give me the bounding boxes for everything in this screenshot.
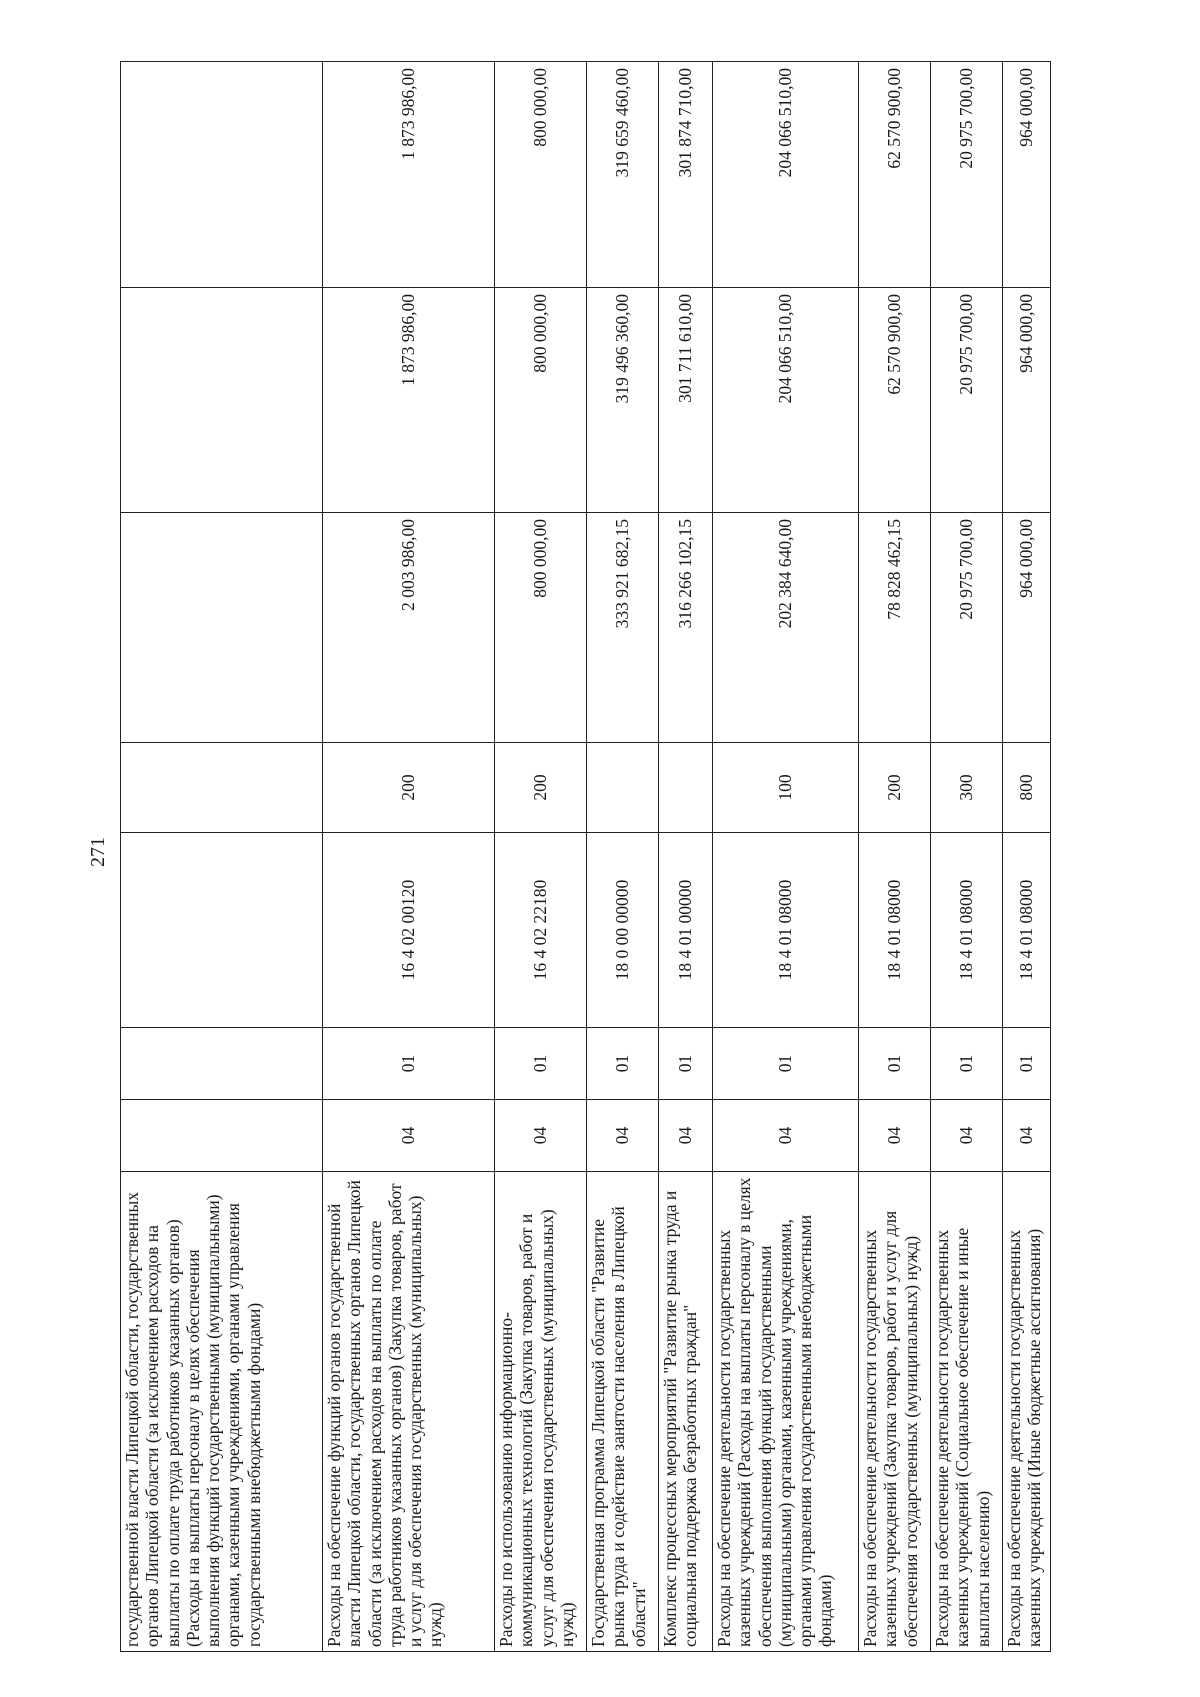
- subsection-code: 01: [859, 1028, 931, 1100]
- amount-year-1: [121, 513, 323, 743]
- budget-table-rotated: [120, 62, 1050, 1652]
- amount-year-3: 319 659 460,00: [587, 62, 659, 288]
- expense-type-code: 100: [713, 743, 859, 833]
- section-code: 04: [587, 1100, 659, 1172]
- page-number: 271: [87, 837, 109, 867]
- amount-year-3: 20 975 700,00: [931, 62, 1003, 288]
- amount-year-2: 964 000,00: [1003, 288, 1051, 513]
- amount-year-2: 62 570 900,00: [859, 288, 931, 513]
- table-row: [1003, 62, 1051, 1652]
- subsection-code: 01: [495, 1028, 587, 1100]
- row-description: Расходы на обеспечение функций органов государственной власти Липецкой области, государственных органов Липецкой области (за исключением расходов на выплаты по оплате труда работников указанных органов) (Закупка товаров, работ и услуг для обеспечения государственных (муниципальных) нужд): [323, 1172, 495, 1652]
- budget-table-container: [120, 62, 1050, 1652]
- section-code: 04: [859, 1100, 931, 1172]
- amount-year-1: 333 921 682,15: [587, 513, 659, 743]
- amount-year-2: 319 496 360,00: [587, 288, 659, 513]
- amount-year-2: [121, 288, 323, 513]
- subsection-code: 01: [659, 1028, 713, 1100]
- section-code: 04: [495, 1100, 587, 1172]
- amount-year-3: 1 873 986,00: [323, 62, 495, 288]
- target-article-code: 16 4 02 22180: [495, 833, 587, 1028]
- target-article-code: 18 4 01 08000: [1003, 833, 1051, 1028]
- row-description: Расходы на обеспечение деятельности государственных казенных учреждений (Социальное обеспечение и иные выплаты населению): [931, 1172, 1003, 1652]
- amount-year-3: 301 874 710,00: [659, 62, 713, 288]
- section-code: 04: [1003, 1100, 1051, 1172]
- table-row: [659, 62, 713, 1652]
- amount-year-2: 1 873 986,00: [323, 288, 495, 513]
- amount-year-2: 204 066 510,00: [713, 288, 859, 513]
- subsection-code: 01: [1003, 1028, 1051, 1100]
- amount-year-3: 204 066 510,00: [713, 62, 859, 288]
- row-description: Расходы по использованию информационно-коммуникационных технологий (Закупка товаров, работ и услуг для обеспечения государственных (муниципальных) нужд): [495, 1172, 587, 1652]
- row-description: государственной власти Липецкой области, государственных органов Липецкой области (за исключением расходов на выплаты по оплате труда работников указанных органов) (Расходы на выплаты персоналу в целях обеспечения выполнения функций государственными (муниципальными) органами, казенными учреждениями, органами управления государственными внебюджетными фондами): [121, 1172, 323, 1652]
- table-row: [121, 62, 323, 1652]
- table-row: [713, 62, 859, 1652]
- section-code: 04: [659, 1100, 713, 1172]
- expense-type-code: [587, 743, 659, 833]
- amount-year-2: 20 975 700,00: [931, 288, 1003, 513]
- subsection-code: 01: [713, 1028, 859, 1100]
- section-code: [121, 1100, 323, 1172]
- amount-year-1: 2 003 986,00: [323, 513, 495, 743]
- section-code: 04: [323, 1100, 495, 1172]
- amount-year-1: 78 828 462,15: [859, 513, 931, 743]
- amount-year-3: 800 000,00: [495, 62, 587, 288]
- budget-table: [120, 61, 1051, 1652]
- subsection-code: 01: [931, 1028, 1003, 1100]
- table-row: [495, 62, 587, 1652]
- target-article-code: 18 4 01 00000: [659, 833, 713, 1028]
- target-article-code: 18 4 01 08000: [931, 833, 1003, 1028]
- target-article-code: [121, 833, 323, 1028]
- amount-year-1: 800 000,00: [495, 513, 587, 743]
- row-description: Расходы на обеспечение деятельности государственных казенных учреждений (Расходы на выплаты персоналу в целях обеспечения выполнения функций государственными (муниципальными) органами, казенными учреждениями, органами управления государственными внебюджетными фондами): [713, 1172, 859, 1652]
- section-code: 04: [713, 1100, 859, 1172]
- expense-type-code: 300: [931, 743, 1003, 833]
- amount-year-1: 20 975 700,00: [931, 513, 1003, 743]
- target-article-code: 18 4 01 08000: [713, 833, 859, 1028]
- table-row: [587, 62, 659, 1652]
- subsection-code: 01: [587, 1028, 659, 1100]
- target-article-code: 18 0 00 00000: [587, 833, 659, 1028]
- target-article-code: 16 4 02 00120: [323, 833, 495, 1028]
- row-description: Комплекс процессных мероприятий "Развитие рынка труда и социальная поддержка безработных граждан": [659, 1172, 713, 1652]
- table-row: [859, 62, 931, 1652]
- expense-type-code: 800: [1003, 743, 1051, 833]
- expense-type-code: [659, 743, 713, 833]
- amount-year-1: 202 384 640,00: [713, 513, 859, 743]
- amount-year-2: 301 711 610,00: [659, 288, 713, 513]
- expense-type-code: 200: [323, 743, 495, 833]
- table-row: [931, 62, 1003, 1652]
- amount-year-3: [121, 62, 323, 288]
- amount-year-3: 62 570 900,00: [859, 62, 931, 288]
- expense-type-code: 200: [495, 743, 587, 833]
- row-description: Расходы на обеспечение деятельности государственных казенных учреждений (Иные бюджетные ассигнования): [1003, 1172, 1051, 1652]
- target-article-code: 18 4 01 08000: [859, 833, 931, 1028]
- subsection-code: [121, 1028, 323, 1100]
- table-row: [323, 62, 495, 1652]
- row-description: Государственная программа Липецкой области "Развитие рынка труда и содействие занятости населения в Липецкой области": [587, 1172, 659, 1652]
- amount-year-2: 800 000,00: [495, 288, 587, 513]
- amount-year-3: 964 000,00: [1003, 62, 1051, 288]
- expense-type-code: [121, 743, 323, 833]
- amount-year-1: 316 266 102,15: [659, 513, 713, 743]
- expense-type-code: 200: [859, 743, 931, 833]
- amount-year-1: 964 000,00: [1003, 513, 1051, 743]
- row-description: Расходы на обеспечение деятельности государственных казенных учреждений (Закупка товаров, работ и услуг для обеспечения государственных (муниципальных) нужд): [859, 1172, 931, 1652]
- section-code: 04: [931, 1100, 1003, 1172]
- subsection-code: 01: [323, 1028, 495, 1100]
